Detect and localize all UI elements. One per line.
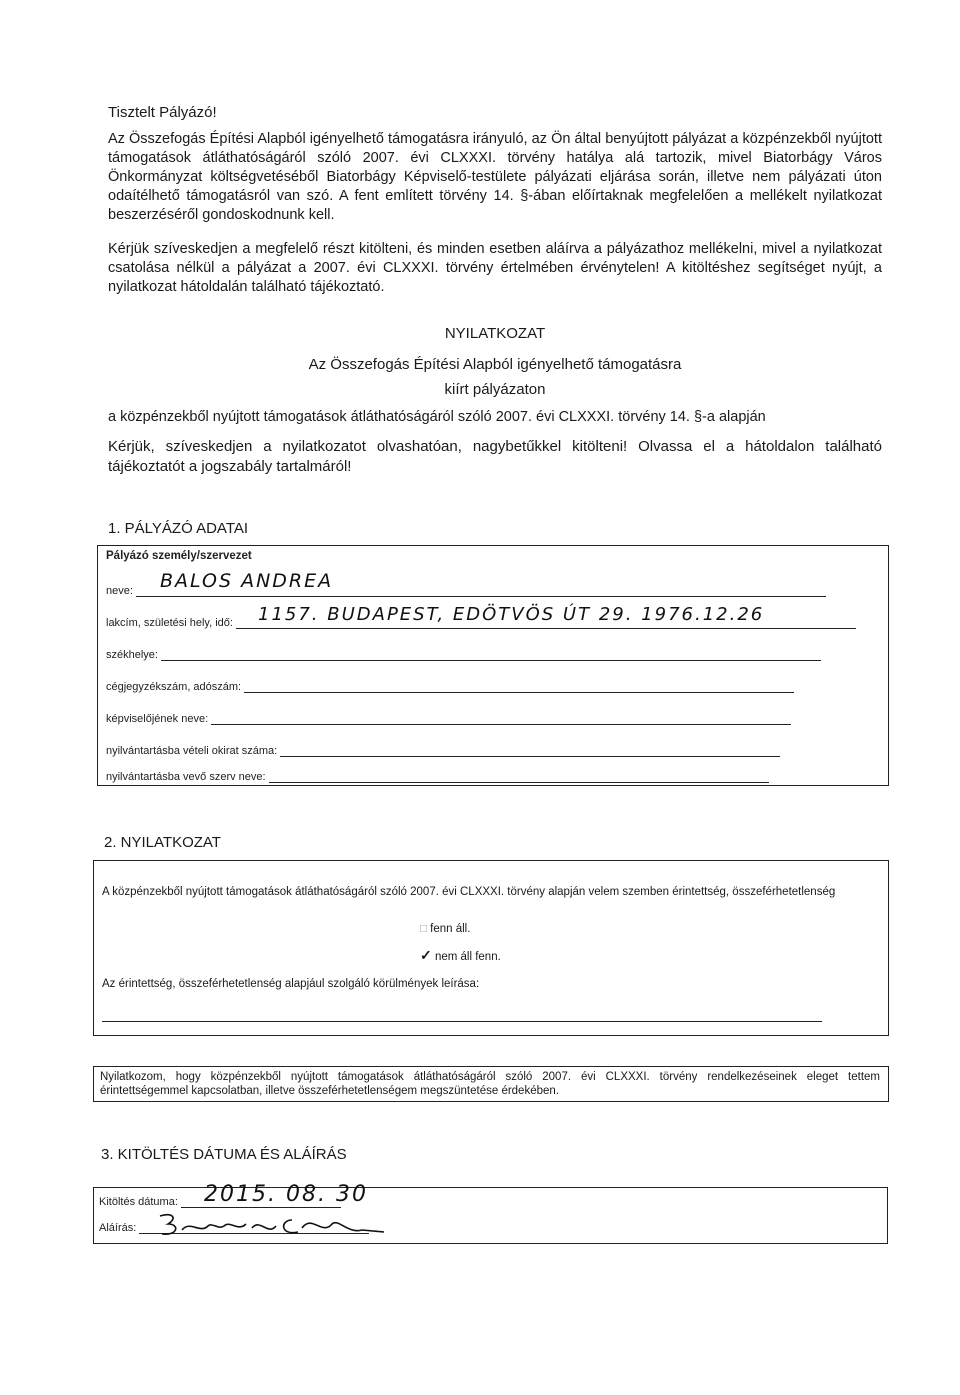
registry-row xyxy=(106,678,880,693)
checkbox-exists-icon[interactable]: □ xyxy=(420,923,427,935)
intro-paragraph-1: Az Összefogás Építési Alapból igényelhető támogatásra irányuló, az Ön által benyújtott pályázat a közpénzekből nyújtott támogatások átláthatóságáról szóló 2007. évi CLXXXI. törvény hatálya alá tartozik, mivel Biatorbágy Város Önkormányzat költségvetéséből Biatorbágy Képviselő-testülete pályázati eljárása során, illetve nem pályázati úton odaítélhető támogatásról van szó. A fent említett törvény 14. §-ában előírtaknak megfelelően a mellékelt nyilatkozat beszerzéséről gondoskodnunk kell. xyxy=(108,131,882,223)
record-body-row xyxy=(106,770,880,783)
record-doc-row xyxy=(106,742,880,757)
section-2-title: 2. NYILATKOZAT xyxy=(104,834,221,851)
date-label: Kitöltés dátuma: xyxy=(99,1196,178,1208)
registry-field[interactable] xyxy=(244,678,794,693)
heading-line-1: Az Összefogás Építési Alapból igényelhető támogatásra xyxy=(308,356,682,373)
document-title: NYILATKOZAT xyxy=(444,325,546,342)
handwritten-signature-icon xyxy=(152,1210,392,1242)
section-1-title: 1. PÁLYÁZÓ ADATAI xyxy=(108,520,249,537)
record-body-field[interactable] xyxy=(269,770,769,783)
compliance-declaration: Nyilatkozom, hogy közpénzekből nyújtott támogatások átláthatóságáról szóló 2007. évi CLXXXI. törvény rendelkezéseinek eleget tettem érintettségemmel kapcsolatban, illetve összeférhetetlenségem megszüntetése érdekében. xyxy=(100,1071,880,1097)
seat-row xyxy=(106,646,880,661)
applicant-data-box xyxy=(97,545,889,786)
signature-label: Aláírás: xyxy=(99,1222,137,1234)
registry-label: cégjegyzékszám, adószám: xyxy=(106,681,242,693)
circumstances-label: Az érintettség, összeférhetetlenség alapjául szolgáló körülmények leírása: xyxy=(102,978,480,990)
name-handwritten: BALOS ANDREA xyxy=(160,570,334,592)
intro-paragraph-2: Kérjük szíveskedjen a megfelelő részt kitölteni, és minden esetben aláírva a pályázathoz mellékelni, mivel a nyilatkozat csatolása nélkül a pályázat a 2007. évi CLXXXI. törvény értelmében érvénytelen! A kitöltéshez segítséget nyújt, a nyilatkozat hátoldalán található tájékoztató. xyxy=(108,241,882,295)
applicant-box-header: Pályázó személy/szervezet xyxy=(106,550,252,562)
address-label: lakcím, születési hely, idő: xyxy=(106,617,233,629)
record-body-label: nyilvántartásba vevő szerv neve: xyxy=(106,771,266,783)
declaration-box xyxy=(93,860,889,1036)
address-handwritten: 1157. BUDAPEST, EDÖTVÖS ÚT 29. 1976.12.26 xyxy=(258,604,765,625)
fill-instruction: Kérjük, szíveskedjen a nyilatkozatot olvashatóan, nagybetűkkel kitölteni! Olvassa el a hátoldalon található tájékoztatót a jogszabály tartalmáról! xyxy=(108,438,882,475)
checkmark-icon[interactable]: ✓ xyxy=(420,947,432,963)
name-label: neve: xyxy=(106,585,133,597)
compliance-box xyxy=(93,1066,889,1102)
heading-line-3: a közpénzekből nyújtott támogatások átláthatóságáról szóló 2007. évi CLXXXI. törvény 14. §-a alapján xyxy=(108,409,766,425)
option-exists-label: fenn áll. xyxy=(430,923,471,935)
date-handwritten: 2015. 08. 30 xyxy=(204,1182,368,1207)
circumstances-field[interactable] xyxy=(102,1021,822,1022)
record-doc-field[interactable] xyxy=(280,742,780,757)
conflict-statement: A közpénzekből nyújtott támogatások átláthatóságáról szóló 2007. évi CLXXXI. törvény alapján velem szemben érintettség, összeférhetetlenség xyxy=(102,886,836,898)
option-exists[interactable] xyxy=(420,923,470,935)
heading-line-2: kiírt pályázaton xyxy=(444,381,546,398)
seat-label: székhelye: xyxy=(106,649,158,661)
representative-label: képviselőjének neve: xyxy=(106,713,209,725)
section-3-title: 3. KITÖLTÉS DÁTUMA ÉS ALÁÍRÁS xyxy=(101,1146,347,1163)
seat-field[interactable] xyxy=(161,646,821,661)
greeting: Tisztelt Pályázó! xyxy=(108,104,217,121)
option-not-exists[interactable] xyxy=(420,947,501,964)
representative-row xyxy=(106,710,880,725)
representative-field[interactable] xyxy=(211,710,791,725)
signature-box xyxy=(93,1182,888,1244)
option-not-exists-label: nem áll fenn. xyxy=(434,951,501,963)
record-doc-label: nyilvántartásba vételi okirat száma: xyxy=(106,745,278,757)
